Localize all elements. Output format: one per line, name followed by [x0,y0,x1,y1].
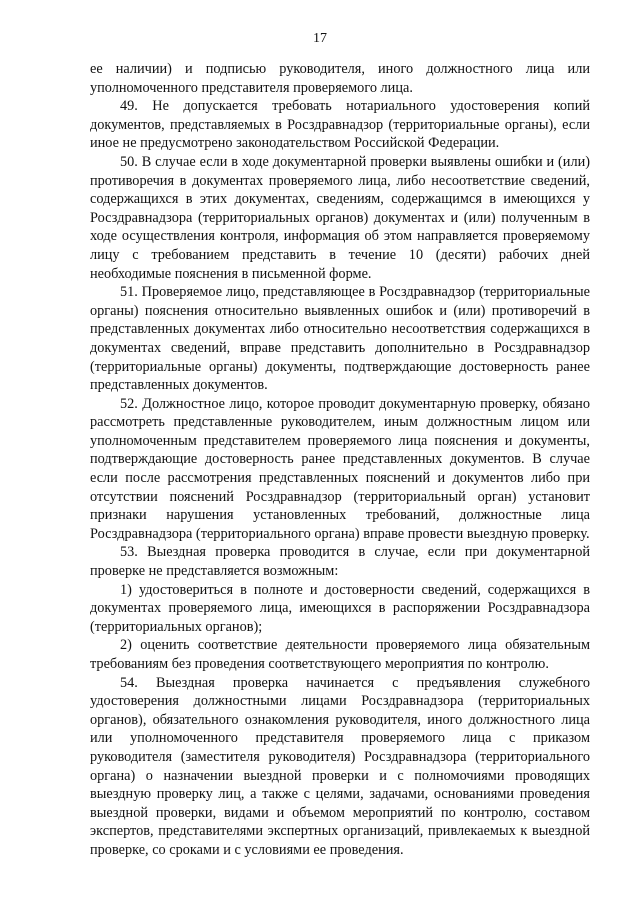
paragraph-continuation: ее наличии) и подписью руководителя, иного должностного лица или уполномоченного представителя проверяемого лица. [90,61,590,96]
paragraph-53: 53. Выездная проверка проводится в случае, если при документарной проверке не представляется возможным: [90,544,590,580]
paragraph-49: 49. Не допускается требовать нотариального удостоверения копий документов, представляемых в Росздравнадзор (территориальные органы), если иное не предусмотрено законодательством Российской Федерации. [90,98,590,152]
paragraph-52: 52. Должностное лицо, которое проводит документарную проверку, обязано рассмотреть представленные руководителем, иным должностным лицом или уполномоченным представителем проверяемого лица пояснения и документы, подтверждающие достоверность ранее представленных документов. В случае если после рассмотрения представленных пояснений и документов либо при отсутствии пояснений Росздравнадзор (территориальный орган) установит признаки нарушения установленных требований, должностные лица Росздравнадзора (территориального органа) вправе провести выездную проверку. [90,395,590,542]
paragraph-54: 54. Выездная проверка начинается с предъявления служебного удостоверения должностными лицами Росздравнадзора (территориальных органов), обязательного ознакомления руководителя, иного должностного лица или уполномоченного представителя проверяемого лица с приказом руководителя (заместителя руководителя) Росздравнадзора (территориального органа) о назначении выездной проверки и с полномочиями проводящих выездную проверку лиц, а также с целями, задачами, основаниями проведения выездной проверки, видами и объемом мероприятий по контролю, составом экспертов, представителями экспертных организаций, привлекаемых к выездной проверке, со сроками и с условиями ее проведения. [90,674,590,858]
list-item-53-2: 2) оценить соответствие деятельности проверяемого лица обязательным требованиям без проведения соответствующего мероприятия по контролю. [90,637,590,672]
paragraph-51: 51. Проверяемое лицо, представляющее в Росздравнадзор (территориальные органы) пояснения относительно выявленных ошибок и (или) противоречий в представленных документах либо относительно несоответствия содержащихся в документах сведений, вправе представить дополнительно в Росздравнадзор (территориальные органы) документы, подтверждающие достоверность ранее представленных документов. [90,284,590,394]
page-number: 17 [313,31,327,46]
paragraph-50: 50. В случае если в ходе документарной проверки выявлены ошибки и (или) противоречия в документах проверяемого лица, либо несоответствие сведений, содержащихся в этих документах, сведениям, содержащимся в имеющихся у Росздравнадзора (территориальных органов) документах и (или) полученным в ходе осуществления контроля, информация об этом направляется проверяемому лицу с требованием представить в течение 10 (десяти) рабочих дней необходимые пояснения в письменной форме. [90,153,590,282]
list-item-53-1: 1) удостовериться в полноте и достоверности сведений, содержащихся в документах проверяемого лица, имеющихся в распоряжении Росздравнадзора (территориальных органов); [90,581,590,635]
document-body [90,60,590,860]
